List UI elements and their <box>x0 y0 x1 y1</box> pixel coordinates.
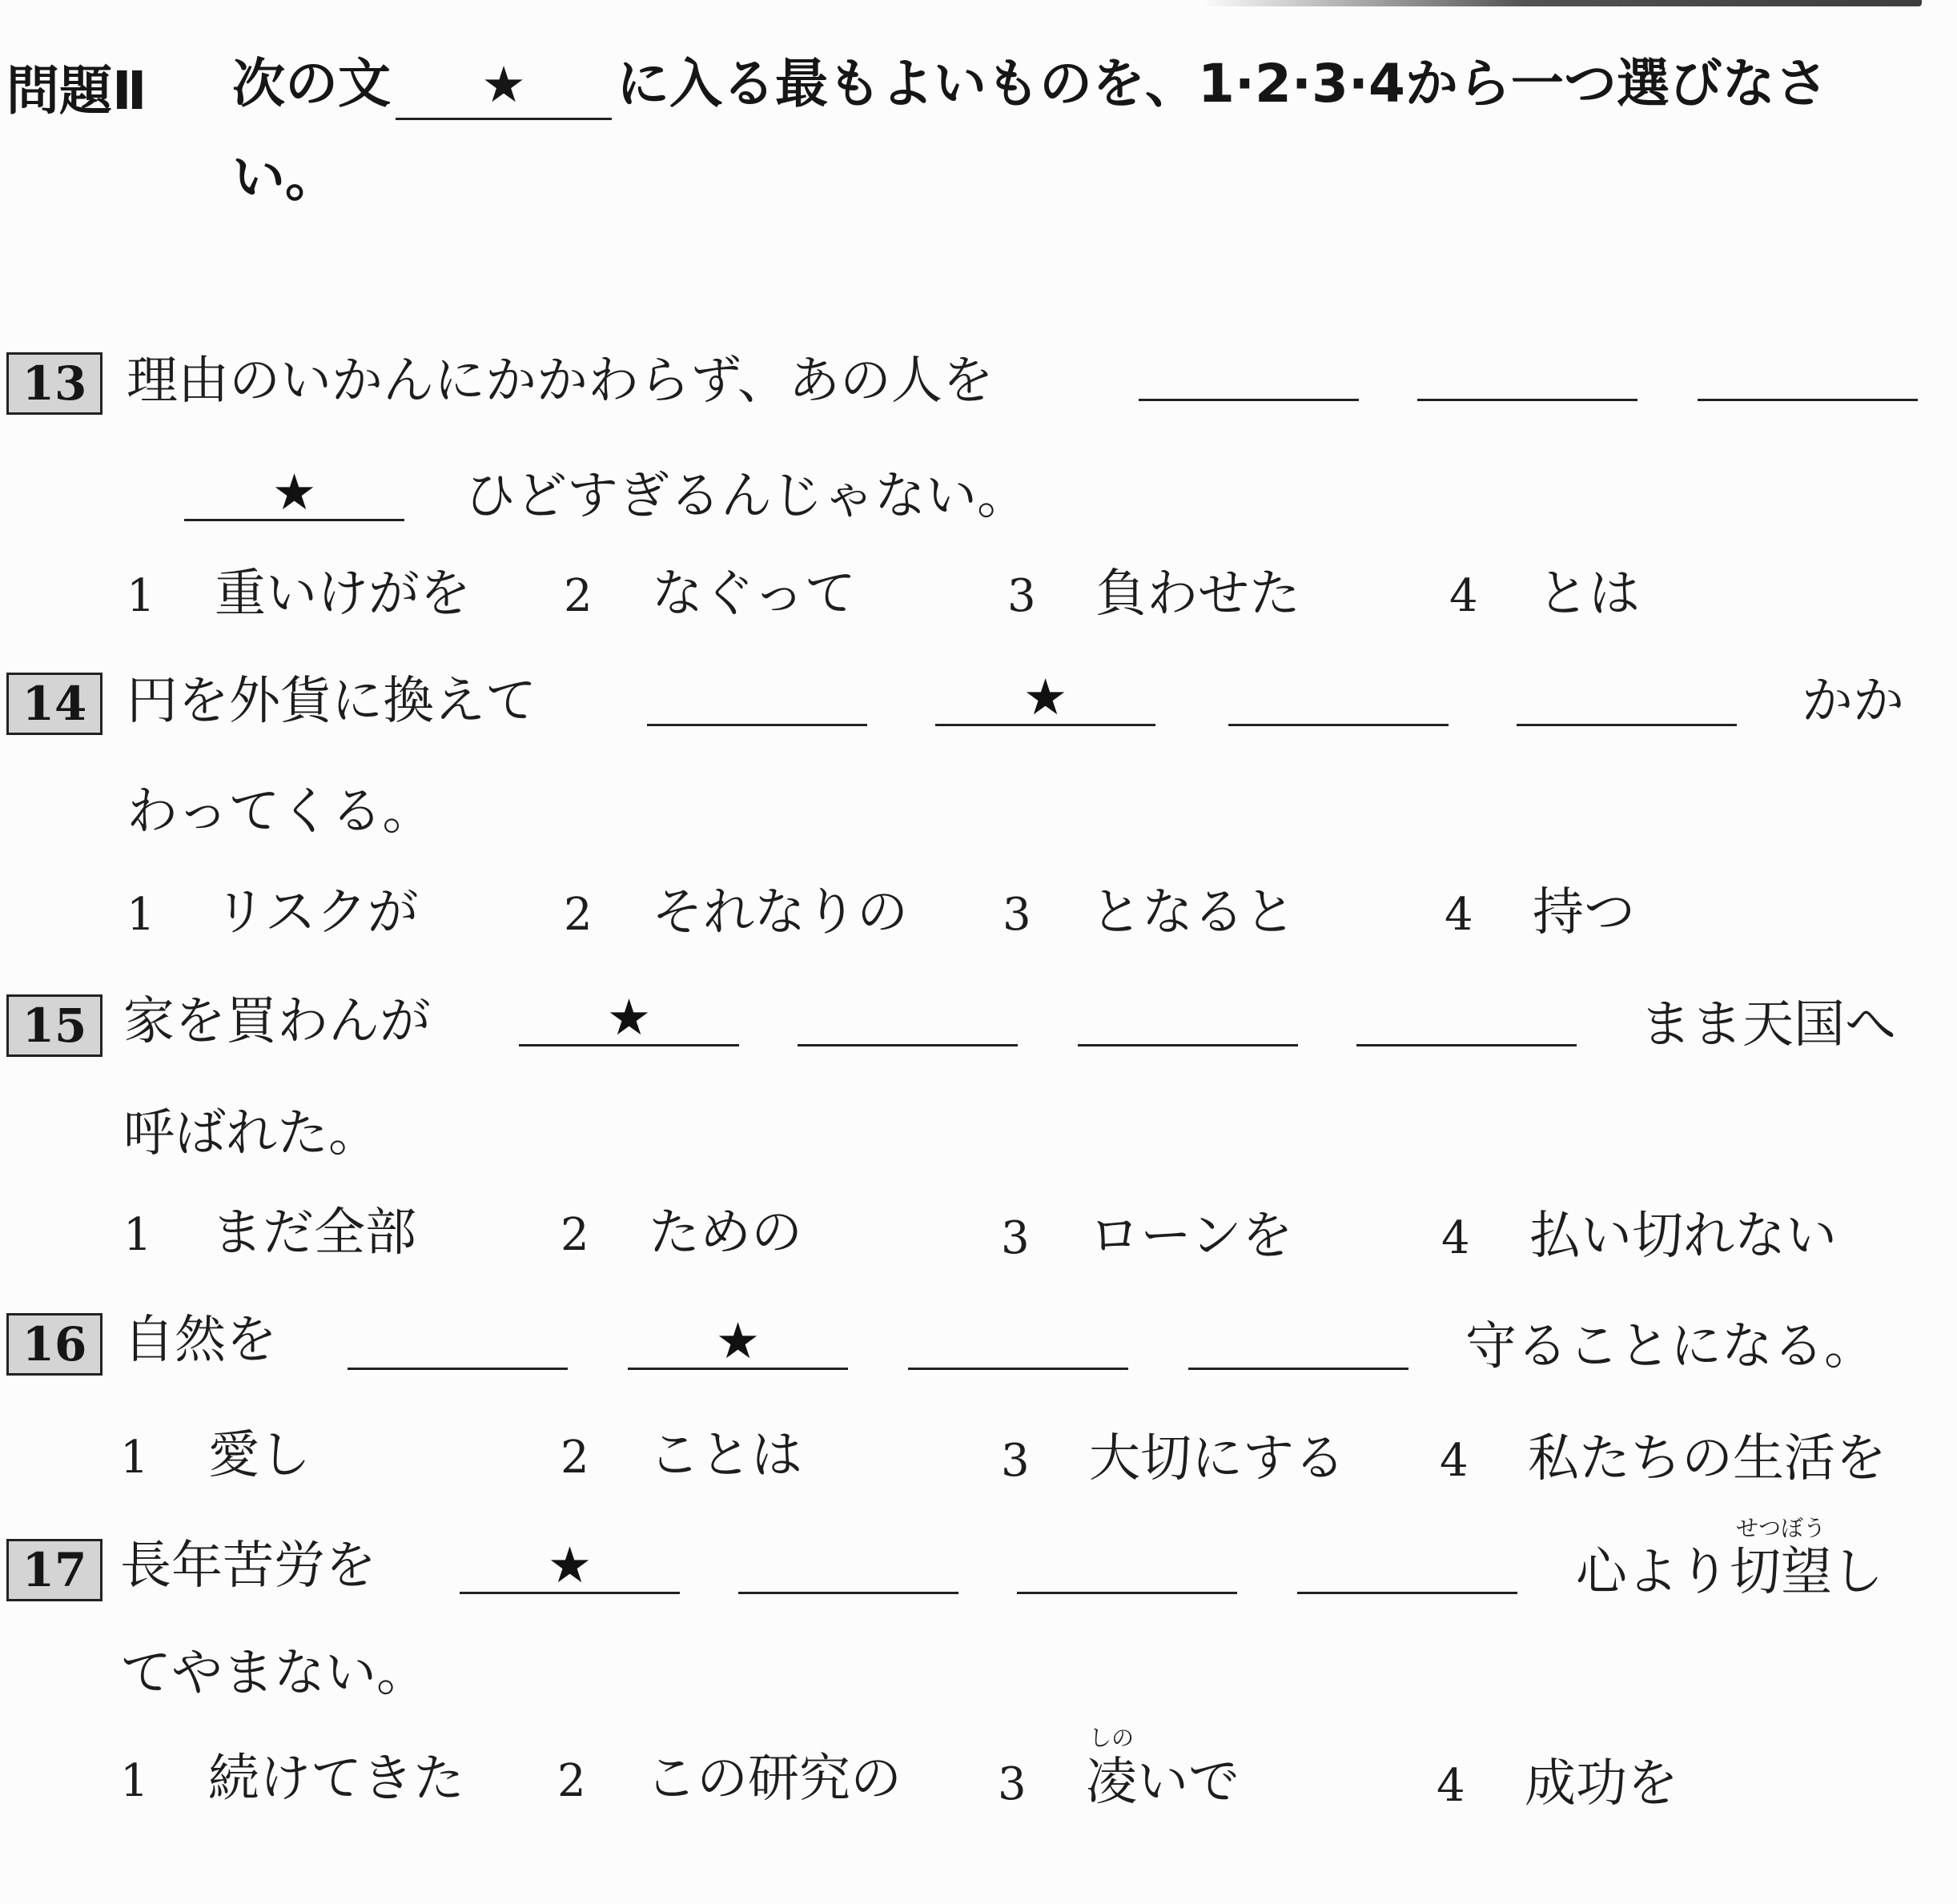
option-3[interactable]: 3 ローンを <box>1001 1207 1293 1266</box>
answer-blank-3[interactable] <box>908 1313 1128 1370</box>
furigana-word: せつぼう 切望 <box>1730 1515 1832 1602</box>
option-3[interactable]: 3 しの 凌いで <box>998 1750 1240 1817</box>
option-2[interactable]: 2 ための <box>561 1203 802 1263</box>
option-3[interactable]: 3 となると <box>1003 883 1296 942</box>
furigana: しの <box>1088 1725 1135 1751</box>
answer-blank-1[interactable] <box>348 1313 568 1370</box>
answer-blank-4[interactable] <box>1356 990 1577 1046</box>
question-number: 16 <box>6 1313 102 1376</box>
answer-blank-2[interactable] <box>738 1537 958 1594</box>
question-stem-end: 心より せつぼう 切望し <box>1576 1540 1883 1605</box>
question-stem: 長年苦労を <box>120 1536 376 1596</box>
option-4[interactable]: 4 私たちの生活を <box>1440 1429 1887 1488</box>
option-1[interactable]: 1 続けてきた <box>120 1749 464 1809</box>
question-stem-end: 守ることになる。 <box>1465 1317 1875 1376</box>
option-1[interactable]: 1 まだ全部 <box>123 1203 416 1263</box>
option-4[interactable]: 4 払い切れない <box>1441 1207 1837 1266</box>
answer-blank-star[interactable]: ★ <box>460 1537 680 1594</box>
question-stem: 円を外貨に換えて <box>127 672 536 731</box>
question-number: 14 <box>6 673 102 735</box>
answer-blank-star[interactable]: ★ <box>519 990 739 1046</box>
question-stem-end: まま天国へ <box>1640 995 1896 1054</box>
question-number: 15 <box>6 994 102 1057</box>
instructions <box>6 32 1944 216</box>
question-stem-end: かか <box>1802 672 1904 731</box>
answer-blank-3[interactable] <box>1078 990 1298 1046</box>
question-stem-end-line2: てやまない。 <box>120 1644 428 1703</box>
furigana-word: しの 凌 <box>1086 1725 1137 1812</box>
option-2[interactable]: 2 それなりの <box>564 883 908 942</box>
option-2[interactable]: 2 この研究の <box>557 1749 902 1809</box>
answer-blank-1[interactable] <box>647 669 867 726</box>
option-1[interactable]: 1 リスクが <box>127 883 419 942</box>
answer-blank-3[interactable] <box>1698 344 1918 401</box>
option-4[interactable]: 4 とは <box>1449 564 1640 624</box>
option-3[interactable]: 3 大切にする <box>1001 1429 1345 1488</box>
furigana: せつぼう <box>1735 1515 1826 1541</box>
answer-blank-4[interactable] <box>1188 1313 1408 1370</box>
option-4[interactable]: 4 成功を <box>1437 1754 1678 1814</box>
answer-blank-2[interactable] <box>798 990 1018 1046</box>
answer-blank-4[interactable] <box>1517 669 1737 726</box>
answer-blank-star[interactable]: ★ <box>935 669 1155 726</box>
answer-blank-star[interactable]: ★ <box>628 1313 848 1370</box>
option-1[interactable]: 1 愛し <box>120 1426 311 1485</box>
instruction-text-continued: い。 <box>232 147 338 208</box>
question-number: 13 <box>6 352 102 415</box>
question-number: 17 <box>6 1539 102 1601</box>
instruction-text: 次の文 ★ に入る最もよいものを、1·2·3·4から一つ選びなさ <box>232 48 1828 120</box>
answer-blank-3[interactable] <box>1017 1537 1237 1594</box>
option-2[interactable]: 2 なぐって <box>564 564 856 624</box>
question-stem-end-line2: 呼ばれた。 <box>123 1104 380 1163</box>
option-1[interactable]: 1 重いけがを <box>127 564 471 624</box>
question-stem-end: ひどすぎるんじゃない。 <box>464 467 1028 526</box>
scan-edge-mark <box>1201 0 1922 6</box>
answer-blank-3[interactable] <box>1228 669 1449 726</box>
question-stem: 家を買わんが <box>123 992 431 1051</box>
section-label: 問題Ⅱ <box>6 60 147 122</box>
question-stem-end-line2: わってくる。 <box>127 782 434 842</box>
answer-blank-2[interactable] <box>1417 344 1638 401</box>
star-example-blank: ★ <box>396 52 612 120</box>
option-2[interactable]: 2 ことは <box>561 1426 802 1485</box>
option-4[interactable]: 4 持つ <box>1445 883 1635 942</box>
option-3[interactable]: 3 負わせた <box>1007 564 1300 624</box>
question-stem: 理由のいかんにかかわらず、あの人を <box>127 351 994 411</box>
answer-blank-1[interactable] <box>1139 344 1359 401</box>
answer-blank-star[interactable]: ★ <box>184 464 404 521</box>
answer-blank-4[interactable] <box>1297 1537 1517 1594</box>
question-stem: 自然を <box>123 1311 277 1370</box>
